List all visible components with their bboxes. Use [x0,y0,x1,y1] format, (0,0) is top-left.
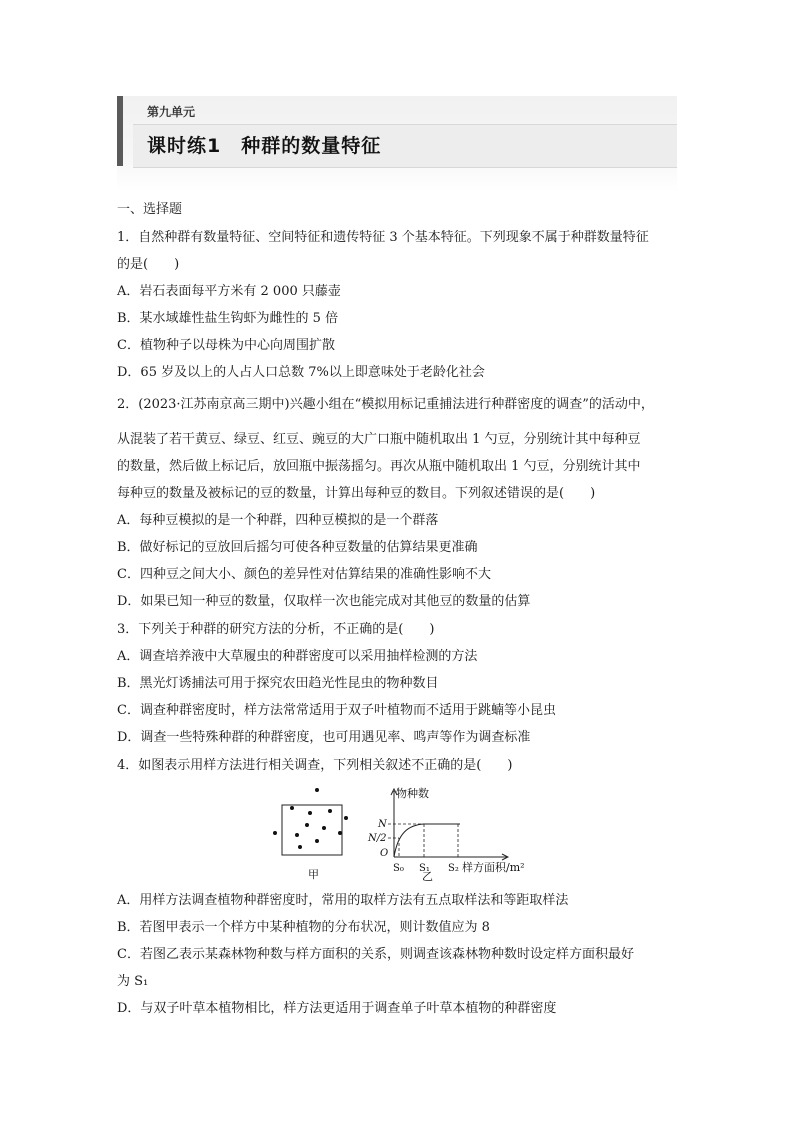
q3-option-d: D．调查一些特殊种群的种群密度，也可用遇见率、鸣声等作为调查标准 [117,730,531,745]
q3-option-b: B．黑光灯诱捕法可用于探究农田趋光性昆虫的物种数目 [117,676,439,691]
q2-option-b: B．做好标记的豆放回后摇匀可使各种豆数量的估算结果更准确 [117,540,478,555]
figure-b-y-tick-n: N [378,819,387,830]
figure-b-x-tick-s1: S₁ [419,863,430,874]
q3-stem: 3．下列关于种群的研究方法的分析，不正确的是( ) [117,622,435,637]
q4-stem: 4．如图表示用样方法进行相关调查，下列相关叙述不正确的是( ) [117,758,513,773]
q3-option-c: C．调查种群密度时，样方法常常适用于双子叶植物而不适用于跳蝻等小昆虫 [117,703,556,718]
q4-option-c-line1: C．若图乙表示某森林物种数与样方面积的关系，则调查该森林物种数时设定样方面积最好 [117,947,634,962]
q3-option-a: A．调查培养液中大草履虫的种群密度可以采用抽样检测的方法 [117,649,478,664]
figure-b-y-tick-half: N/2 [368,833,387,844]
q2-stem-line1: 2．(2023·江苏南京高三期中)兴趣小组在“模拟用标记重捕法进行种群密度的调查”的活动中， [117,397,654,412]
figure-b-origin: O [380,848,389,859]
q4-option-a: A．用样方法调查植物种群密度时，常用的取样方法有五点取样法和等距取样法 [117,893,569,908]
q4-figure [262,783,542,883]
q2-stem-line3: 的数量，然后做上标记后，放回瓶中振荡摇匀。再次从瓶中随机取出 1 勺豆，分别统计其中 [117,459,641,474]
q1-stem-line2: 的是( ) [117,257,180,272]
q4-option-d: D．与双子叶草本植物相比，样方法更适用于调查单子叶草本植物的种群密度 [117,1001,557,1016]
q1-option-d: D．65 岁及以上的人占人口总数 7%以上即意味处于老龄化社会 [117,365,485,380]
figure-b-x-tick-s2: S₂ [448,863,459,874]
q2-option-d: D．如果已知一种豆的数量，仅取样一次也能完成对其他豆的数量的估算 [117,594,531,609]
q4-option-c-line2: 为 S₁ [117,974,149,989]
q2-option-a: A．每种豆模拟的是一个种群，四种豆模拟的是一个群落 [117,513,439,528]
lesson-title: 课时练1 种群的数量特征 [147,135,382,157]
figure-a-quadrat [273,788,348,855]
q1-option-a: A．岩石表面每平方米有 2 000 只藤壶 [117,284,341,299]
figure-b-x-axis-label: 样方面积/m² [462,861,525,874]
figure-a-label: 甲 [308,868,319,881]
figure-b-y-axis-label: 物种数 [396,787,429,800]
q1-option-c: C．植物种子以母株为中心向周围扩散 [117,338,335,353]
q2-option-c: C．四种豆之间大小、颜色的差异性对估算结果的准确性影响不大 [117,567,491,582]
q1-stem-line1: 1．自然种群有数量特征、空间特征和遗传特征 3 个基本特征。下列现象不属于种群数量特征 [117,230,649,245]
header-accent-bar [117,96,123,166]
q1-option-b: B．某水域雄性盐生钩虾为雌性的 5 倍 [117,311,339,326]
q2-stem-line4: 每种豆的数量及被标记的豆的数量，计算出每种豆的数目。下列叙述错误的是( ) [117,486,596,501]
q4-option-b: B．若图甲表示一个样方中某种植物的分布状况，则计数值应为 8 [117,920,490,935]
section-title: 一、选择题 [117,202,183,217]
figure-b-label: 乙 [422,870,433,883]
figure-b-x-tick-s0: S₀ [393,863,404,874]
q2-stem-line2: 从混装了若干黄豆、绿豆、红豆、豌豆的大广口瓶中随机取出 1 勺豆，分别统计其中每种豆 [117,432,641,447]
unit-label: 第九单元 [147,105,196,119]
